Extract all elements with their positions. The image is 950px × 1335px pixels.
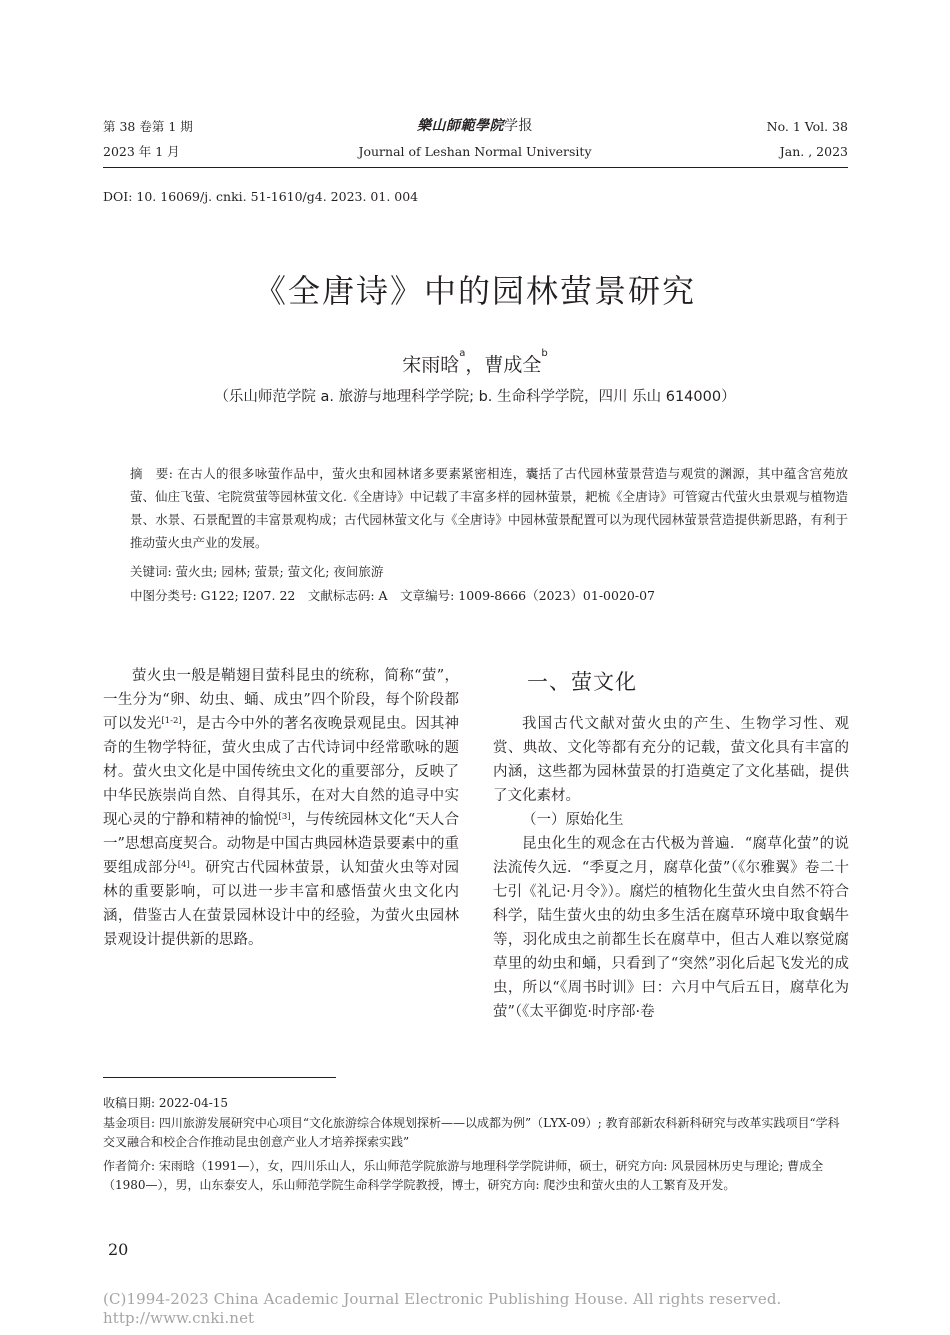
copyright-notice: (C)1994-2023 China Academic Journal Electronic Publishing House. All rights reserved. http://www.cnki.net — [103, 1290, 802, 1327]
section-paragraph-1: 我国古代文献对萤火虫的产生、生物学习性、观赏、典故、文化等都有充分的记载，萤文化具有丰富的内涵，这些都为园林萤景的打造奠定了文化基础，提供了文化素材。 — [493, 716, 849, 804]
intro-paragraph — [103, 664, 459, 952]
intro-text-2: ，是古今中外的著名夜晚景观昆虫。因其神奇的生物学特征，萤火虫成了古代诗词中经常歌咏的题材。萤火虫文化是中国传统虫文化的重要部分，反映了中华民族崇尚自然、自得其乐，在对大自然的追寻中实现心灵的宁静和精神的愉悦 — [103, 716, 460, 828]
journal-name-en: Journal of Leshan Normal University — [358, 144, 592, 159]
journal-logo: 樂山師範學院 — [417, 118, 504, 134]
intro-text-3: ，与传统园林文化“天人合一”思想高度契合。动物是中国古典园林造景要素中的重要组成部分 — [103, 812, 459, 876]
author-2: 曹成全 — [484, 354, 542, 376]
affiliation: （乐山师范学院 a. 旅游与地理科学学院; b. 生命科学学院，四川 乐山 614000） — [214, 389, 736, 405]
keywords: 关键词: 萤火虫; 园林; 萤景; 萤文化; 夜间旅游 — [130, 564, 384, 579]
abstract-label: 摘 要: — [130, 466, 178, 481]
footnote-rule — [103, 1077, 336, 1078]
citation-1[interactable]: [1-2] — [161, 716, 182, 726]
doi: DOI: 10. 16069/j. cnki. 51-1610/g4. 2023. 01. 004 — [103, 189, 419, 204]
journal-suffix: 学报 — [504, 118, 533, 134]
article-title: 《全唐诗》中的园林萤景研究 — [253, 272, 696, 310]
intro-text-4: 。研究古代园林萤景，认知萤火虫等对园林的重要影响，可以进一步丰富和感悟萤火虫文化内涵，借鉴古人在萤景园林设计中的经验，为萤火虫园林景观设计提供新的思路。 — [103, 860, 460, 948]
abstract-text: 在古人的很多咏萤作品中，萤火虫和园林诸多要素紧密相连，囊括了古代园林萤景营造与观赏的渊源，其中蕴含宫苑放萤、仙庄飞萤、宅院赏萤等园林萤文化.《全唐诗》中记载了丰富多样的园林萤景，耙梳《全唐诗》可管窥古代萤火虫景观与植物造景、水景、石景配置的丰富景观构成；古代园林萤文化与《全唐诗》中园林萤景配置可以为现代园林萤景营造提供新思路，有利于推动萤火虫产业的发展。 — [130, 466, 848, 550]
footnote-received: 收稿日期: 2022-04-15 — [103, 1096, 229, 1110]
section-column — [493, 712, 849, 1024]
author-1-affil-mark: a — [459, 348, 466, 359]
abstract — [130, 462, 848, 554]
page-number: 20 — [108, 1240, 129, 1259]
citation-2[interactable]: [3] — [278, 812, 291, 822]
footnote-funding: 基金项目: 四川旅游发展研究中心项目“文化旅游综合体规划探析——以成都为例”（LYX-09）; 教育部新农科新科研究与改革实践项目“学科交叉融合和校企合作推动昆虫创意产业人才培养探索实践” — [103, 1116, 840, 1149]
header-date-en: Jan. , 2023 — [779, 144, 848, 159]
header-volume: 第 38 卷第 1 期 — [103, 119, 193, 134]
header-rule — [103, 167, 848, 168]
author-1: 宋雨晗 — [402, 354, 460, 376]
citation-3[interactable]: [4] — [177, 860, 190, 870]
footnote-author-bio: 作者简介: 宋雨晗（1991—），女，四川乐山人，乐山师范学院旅游与地理科学学院讲师，硕士，研究方向: 风景园林历史与理论; 曹成全（1980—），男，山东泰安人，乐山师范学院生命科学学院教授，博士，研究方向: 爬沙虫和萤火虫的人工繁育及开发。 — [103, 1159, 824, 1192]
section-heading: 一、萤文化 — [527, 670, 637, 694]
author-2-affil-mark: b — [541, 348, 548, 359]
author-separator: ， — [465, 354, 485, 376]
classification: 中图分类号: G122; I207. 22 文献标志码: A 文章编号: 1009-8666（2023）01-0020-07 — [130, 588, 655, 603]
subsection-heading: （一）原始化生 — [522, 812, 624, 828]
intro-column — [103, 664, 459, 952]
header-date: 2023 年 1 月 — [103, 144, 180, 159]
section-paragraph-2: 昆虫化生的观念在古代极为普遍．“腐草化萤”的说法流传久远．“季夏之月，腐草化萤”（《尔雅翼》卷二十七引《礼记·月令》）。腐烂的植物化生萤火虫自然不符合科学，陆生萤火虫的幼虫多生活在腐草环境中取食蜗牛等，羽化成虫之前都生长在腐草中，但古人难以察觉腐草里的幼虫和蛹，只看到了“突然”羽化后起飞发光的成虫，所以“《周书时训》曰：六月中气后五日，腐草化为萤”（《太平御览·时序部·卷 — [493, 836, 849, 1020]
author-line — [0, 350, 950, 377]
intro-text-1: 萤火虫一般是鞘翅目萤科昆虫的统称，简称“萤”，一生分为“卵、幼虫、蛹、成虫”四个阶段，每个阶段都可以发光 — [103, 668, 459, 732]
header-issue-en: No. 1 Vol. 38 — [766, 119, 848, 134]
